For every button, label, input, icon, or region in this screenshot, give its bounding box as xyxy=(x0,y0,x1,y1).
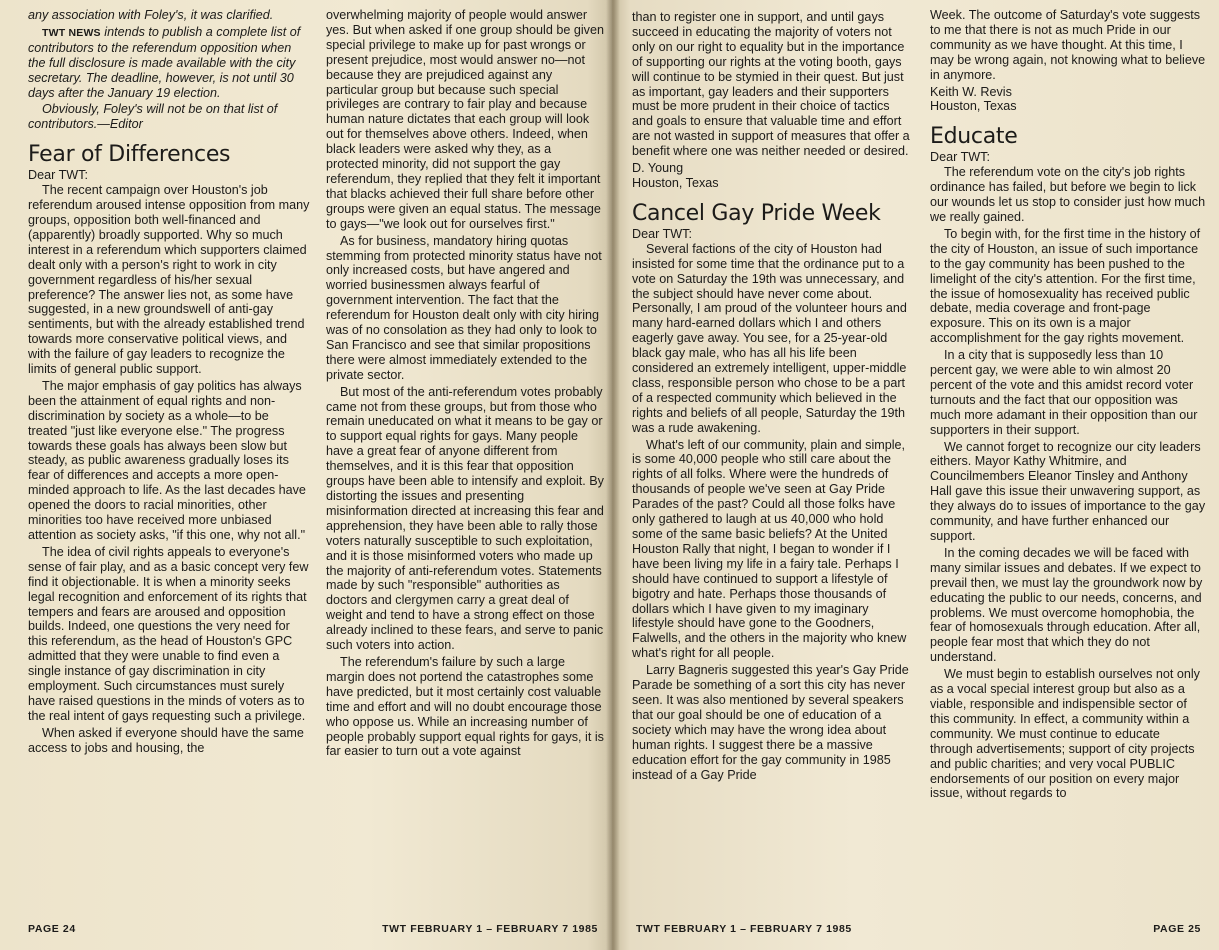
letter-paragraph: We cannot forget to recognize our city leaders eithers. Mayor Kathy Whitmire, and Councilmembers Eleanor Tinsley and Anthony Hall gave this issue their unwavering support, as they always do to issues of importance to the gay community, and have further enhanced our support. xyxy=(930,439,1206,543)
letter-paragraph: But most of the anti-referendum votes probably came not from these groups, but from those who remain uneducated on what it means to be gay or to support equal rights for gays. Many people have a great fear of anyone different from themselves, and it is this fear that opposition groups have been able to intensify and exploit. By distorting the issues and presenting misinformation directed at increasing this fear and apprehension, they have been able to rally those voters naturally susceptible to such exploitation, and it is those misinformed voters who made up the majority of anti-referendum votes. Statements made by such "responsible" authorities as doctors and clergymen carry a great deal of weight and tend to have a strong effect on those already inclined to these fears, and serve to panic such voters into action. xyxy=(326,384,604,653)
editor-note-tag: TWT NEWS xyxy=(42,26,101,39)
letter-paragraph: In the coming decades we will be faced with many similar issues and debates. If we expect to prevail then, we must lay the groundwork now by educating the public to our needs, concerns, and problems. We must overcome homophobia, the fear of homosexuals through education. After all, people fear most that which they do not understand. xyxy=(930,545,1203,665)
letter-salutation: Dear TWT: xyxy=(28,168,88,183)
letter-signature-name: D. Young xyxy=(632,161,684,176)
editor-note xyxy=(28,25,311,101)
letter-heading: Fear of Differences xyxy=(28,142,231,168)
letter-paragraph: Several factions of the city of Houston had insisted for some time that the ordinance put to a vote on Saturday the 19th was unnecessary, and the subject should have never come about. Personally, I am proud of the volunteer hours and many hard-earned dollars which I and others eagerly gave away. You see, for a 25-year-old black gay male, who has all his life been considered an extremely intelligent, upper-middle class, responsible person who chose to be a part of a respected community which believed in the rights and beliefs of all people, Saturday the 19th was a rude awakening. xyxy=(632,241,907,435)
letter-signature-name: Keith W. Revis xyxy=(930,84,1012,99)
right-column-2 xyxy=(930,8,1206,913)
letter-paragraph: When asked if everyone should have the same access to jobs and housing, the xyxy=(28,725,304,755)
letter-paragraph: As for business, mandatory hiring quotas stemming from protected minority status have not only increased costs, but have angered and worried businessmen always fearful of government intervention. The fact that the referendum for Houston dealt only with city hiring was of no consolation as they had only to look to San Francisco and see that similar propositions there were almost immediately extended to the private sector. xyxy=(326,233,602,382)
letter-paragraph: In a city that is supposedly less than 10 percent gay, we were able to win almost 20 percent of the vote and this amidst record voter turnouts and the fact that our opposition was much more adamant in their opposition than our supporters in their support. xyxy=(930,348,1198,437)
editor-note-line: any association with Foley's, it was clarified. xyxy=(28,8,274,22)
letter-paragraph: Week. The outcome of Saturday's vote suggests to me that there is not as much Pride in our community as we have thought. At this time, I may be wrong again, not knowing what to believe in anymore. xyxy=(930,8,1206,82)
letter-paragraph: We must begin to establish ourselves not only as a vocal special interest group but also as a viable, responsible and indispensible sector of this community. In effect, a community within a community. We must continue to educate through advertisements; support of city projects and public charities; and very vocal PUBLIC endorsements of our position on every major issue, without regards to xyxy=(930,667,1200,801)
letter-signature-city: Houston, Texas xyxy=(930,99,1017,114)
letter-salutation: Dear TWT: xyxy=(632,226,692,241)
letter-salutation: Dear TWT: xyxy=(930,150,990,165)
letter-paragraph: What's left of our community, plain and simple, is some 40,000 people who still care about the rights of all folks. Where were the hundreds of thousands of people we've seen at Gay Pride Parades of the past? Could all those folks have only gathered to laugh at us 40,000 who hold some of the same basic beliefs? At the United Houston Rally that night, I began to wonder if I have been living my life in a fairy tale. Perhaps I should have continued to support a lifestyle of bigotry and hate. Perhaps those thousands of dollars which I have given to my imaginary lifestyle should have gone to the Goodners, Falwells, and the others in the majority who knew what's right for all people. xyxy=(632,437,907,661)
letter-paragraph: To begin with, for the first time in the history of the city of Houston, an issue of such importance to the gay community has been pushed to the limelight of the city's attention. For the first time, the issue of homosexuality has received public debate, media coverage and front-page exposure. This on its own is a major accomplishment for the gay rights movement. xyxy=(930,226,1201,346)
page-number-right: PAGE 25 xyxy=(1153,923,1201,935)
letter-paragraph: The idea of civil rights appeals to everyone's sense of fair play, and as a basic concept very few find it objectionable. It is when a minority seeks legal recognition and enforcement of its rights that tempers and fears are aroused and opposition builds. Indeed, one questions the very need for this referendum, as the head of Houston's GPC admitted that they were unable to find even a single instance of gay discrimination in city employment. Such circumstances must surely have raised questions in the minds of voters as to the real intent of gays requesting such a privilege. xyxy=(28,544,309,723)
editor-note-closing: Obviously, Foley's will not be on that list of contributors.—Editor xyxy=(28,102,278,132)
letter-heading: Educate xyxy=(930,124,1018,150)
letter-paragraph: Larry Bagneris suggested this year's Gay Pride Parade be something of a sort this city has never seen. It was also mentioned by several speakers that our goal should be one of education of a society which may have the wrong idea about human rights. I suggest there be a massive education effort for the gay community in 1985 instead of a Gay Pride xyxy=(632,663,909,782)
right-page xyxy=(612,0,1219,950)
left-column-2 xyxy=(326,8,604,913)
letter-paragraph: The referendum's failure by such a large margin does not portend the catastrophes some have predicted, but it most certainly cost valuable time and effort and will no doubt encourage those who oppose us. While an increasing number of people probably support equal rights for gays, it is far easier to turn out a vote against xyxy=(326,654,604,759)
right-column-1 xyxy=(632,10,910,915)
editor-note-text: intends to publish a complete list of contributors to the referendum opposition when the full disclosure is made available with the city secretary. The deadline, however, is not until 30 days after the January 19 election. xyxy=(28,24,301,100)
issue-date-right: TWT FEBRUARY 1 – FEBRUARY 7 1985 xyxy=(636,923,852,935)
left-column-1 xyxy=(28,8,311,913)
issue-date-left: TWT FEBRUARY 1 – FEBRUARY 7 1985 xyxy=(382,923,598,935)
letter-paragraph: than to register one in support, and until gays succeed in educating the majority of voters not only on our right to equality but in the importance of supporting our rights at the voting booth, gays will continue to be stymied in their quest. But just as important, gay leaders and their supporters must be more prudent in their choice of tactics and goals to ensure that valuable time and effort are not wasted in support of measures that offer a benefit where one was neither needed or desired. xyxy=(632,10,910,159)
letter-paragraph: The referendum vote on the city's job rights ordinance has failed, but before we begin to lick our wounds let us stop to consider just how much we really gained. xyxy=(930,165,1206,224)
letter-paragraph: The recent campaign over Houston's job referendum aroused intense opposition from many groups, opposition both well-financed and (apparently) broadly supported. Why so much interest in a referendum which supporters claimed dealt only with a person's right to work in city government regardless of his/her sexual preference? The answer lies not, as some have suggested, in a new groundswell of anti-gay sentiments, but with the already established trend towards more conservative political views, and with the failure of gay leaders to recognize the limits of general public support. xyxy=(28,183,310,377)
page-number-left: PAGE 24 xyxy=(28,923,76,935)
letter-heading: Cancel Gay Pride Week xyxy=(632,200,881,226)
letter-paragraph: overwhelming majority of people would answer yes. But when asked if one group should be given special privilege to make up for past wrongs or present prejudice, most would answer no—not because they are prejudiced against any particular group but because such special privileges are contrary to fair play and because human nature dictates that each group will look out for themselves above others. Indeed, when black leaders were asked why they, as a protected minority, did not support the gay referendum, they replied that they felt it important that blacks achieved their full share before other groups were given an equal status. The message to gays—"we look out for ourselves first." xyxy=(326,8,604,231)
letter-paragraph: The major emphasis of gay politics has always been the attainment of equal rights and non-discrimination by society as a whole—to be treated "just like everyone else." The progress towards these goals has always been slow but steady, as public awareness gradually loses its fear of differences and accepts a more open-minded approach to life. As the last decades have opened the doors to racial minorities, other minorities too have received more unbiased attention as society asks, "if this one, why not all." xyxy=(28,378,306,542)
letter-signature-city: Houston, Texas xyxy=(632,175,719,190)
